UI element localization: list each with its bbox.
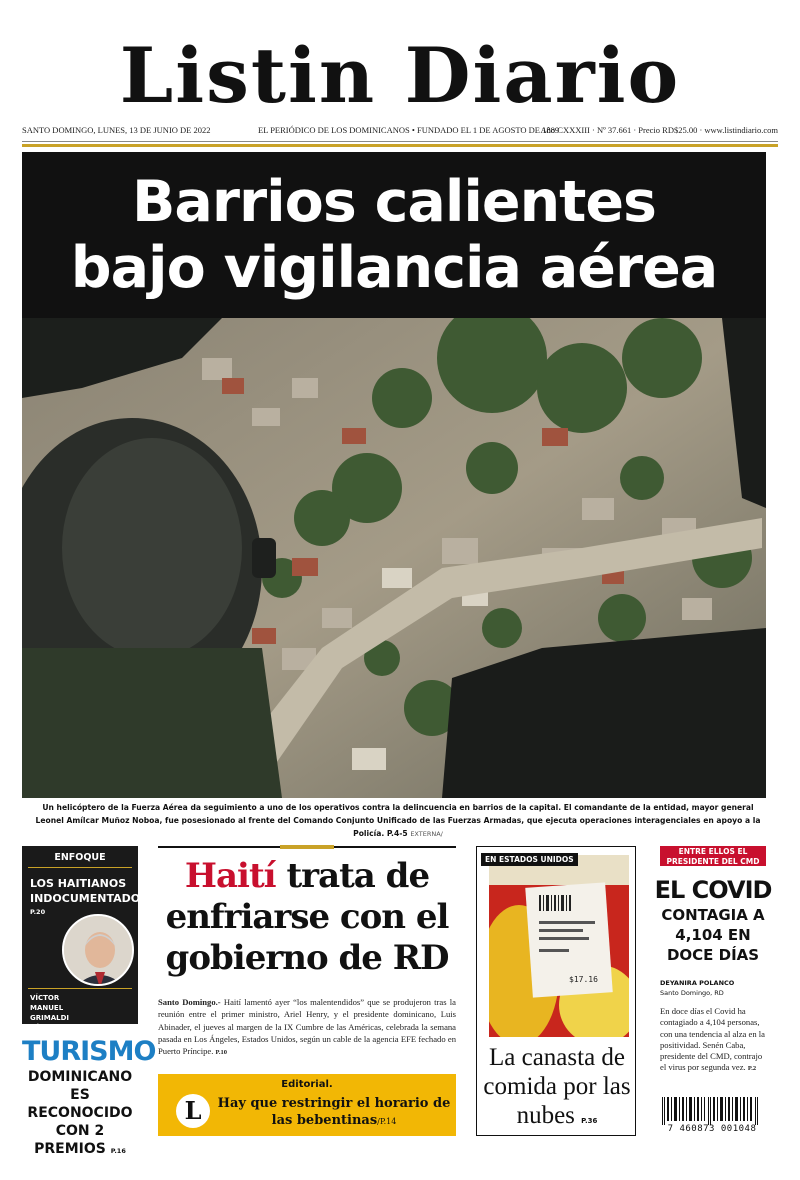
- lead-photo-caption: [28, 801, 768, 841]
- caption-page[interactable]: P.4-5: [386, 829, 408, 838]
- turismo-page: P.16: [110, 1147, 126, 1155]
- canasta-box[interactable]: [476, 846, 636, 1136]
- turismo-title: TURISMO: [22, 1036, 156, 1067]
- canasta-tag: EN ESTADOS UNIDOS: [481, 853, 578, 866]
- issue-info: Año CXXXIII · Nº 37.661 · Precio RD$25.00 · www.listindiario.com: [540, 125, 778, 135]
- turismo-line: DOMINICANO: [27, 1069, 133, 1085]
- editorial-text: Hay que restringir el horario de las bebentinas: [217, 1096, 451, 1128]
- covid-tag: [660, 846, 766, 866]
- haiti-dateline: Santo Domingo.-: [158, 997, 221, 1007]
- byline-place: Santo Domingo, RD: [660, 989, 724, 997]
- author-line: MANUEL: [30, 1004, 64, 1012]
- haiti-headline-highlight: Haití: [184, 856, 276, 896]
- byline-name: DEYANIRA POLANCO: [660, 979, 735, 987]
- grocery-price-image: [489, 855, 629, 1037]
- editorial-label: Editorial.: [281, 1079, 333, 1090]
- author-line: CÉSPEDES: [30, 1024, 71, 1032]
- divider: [22, 141, 778, 142]
- masthead: [0, 30, 800, 122]
- gold-divider: [22, 144, 778, 147]
- gold-divider: [28, 867, 132, 868]
- covid-tag-line: PRESIDENTE DEL CMD: [666, 857, 760, 866]
- barcode-number: 7 460873 001048: [667, 1124, 757, 1134]
- listin-logo-icon: L: [176, 1094, 210, 1128]
- lead-headline-line1: Barrios calientes: [131, 169, 656, 235]
- haiti-headline[interactable]: [158, 856, 456, 979]
- barcode: [658, 1097, 766, 1137]
- issue-date: SANTO DOMINGO, LUNES, 13 DE JUNIO DE 2022: [22, 125, 211, 135]
- canasta-headline-text: La canasta de comida por las nubes: [483, 1044, 631, 1129]
- covid-body: [660, 1006, 768, 1075]
- canasta-price: $17.16: [569, 975, 598, 984]
- gold-accent: [280, 845, 334, 849]
- canasta-page: P.36: [581, 1117, 598, 1125]
- dateline: [22, 125, 778, 139]
- gold-divider: [28, 988, 132, 989]
- enfoque-box[interactable]: [22, 846, 149, 1032]
- turismo-line: ES RECONOCIDO: [27, 1087, 133, 1121]
- haiti-body: [158, 996, 456, 1059]
- covid-body-text: En doce días el Covid ha contagiado a 4,104 personas, con una tendencia al alza en la positividad. Senén Caba, presidente del CMD, contrajo el virus por segunda vez.: [660, 1006, 765, 1073]
- covid-tag-line: ENTRE ELLOS EL: [678, 847, 748, 856]
- haiti-headline-part: enfriarse con el: [165, 897, 449, 937]
- haiti-page[interactable]: P.10: [215, 1049, 228, 1057]
- tagline: EL PERIÓDICO DE LOS DOMINICANOS • FUNDADO EL 1 DE AGOSTO DE 1889: [258, 125, 560, 135]
- covid-line: CONTAGIA A: [661, 906, 765, 924]
- lead-headline-line2: bajo vigilancia aérea: [70, 235, 718, 301]
- story-rule: [158, 846, 456, 848]
- lead-photo[interactable]: [22, 318, 766, 798]
- turismo-teaser[interactable]: [22, 1036, 156, 1157]
- author-line: GRIMALDI: [30, 1014, 69, 1022]
- covid-line: DOCE DÍAS: [666, 946, 760, 964]
- canasta-headline[interactable]: [479, 1043, 635, 1136]
- editorial-box[interactable]: [158, 1074, 456, 1136]
- lead-headline-box[interactable]: [22, 152, 766, 318]
- aerial-neighborhood-image: [22, 318, 766, 798]
- enfoque-author: [30, 993, 130, 1033]
- covid-headline[interactable]: [654, 876, 772, 965]
- enfoque-title[interactable]: LOS HAITIANOS INDOCUMENTADOS: [30, 877, 149, 905]
- haiti-headline-part: gobierno de RD: [165, 938, 449, 978]
- barcode-icon: [658, 1097, 766, 1125]
- turismo-line3: CON 2 PREMIOS: [34, 1123, 106, 1157]
- newspaper-logo[interactable]: Listin Diario: [119, 31, 681, 120]
- editorial-title: [216, 1095, 452, 1130]
- haiti-body-text: Haití lamentó ayer “los malentendidos” que se produjeron tras la reunión entre el primer ministro, Ariel Henry, y el presidente dominicano, Luis Abinader, el jueves al margen de la IX Cumbre de las Américas, celebrada la semana pasada en Los Ángeles, Estados Unidos, según un cable de la agencia EFE fechado en Puerto Príncipe.: [158, 997, 456, 1057]
- editorial-page: /P.14: [377, 1117, 397, 1126]
- author-avatar: [62, 914, 134, 986]
- enfoque-page: P.20: [30, 908, 46, 916]
- covid-byline: [660, 978, 772, 998]
- turismo-line: [22, 1122, 138, 1160]
- enfoque-label: ENFOQUE: [54, 852, 106, 863]
- caption-credit: EXTERNA/: [410, 830, 443, 838]
- covid-line: 4,104 EN: [675, 926, 751, 944]
- author-line: VÍCTOR: [30, 994, 60, 1002]
- caption-text: Un helicóptero de la Fuerza Aérea da seguimiento a uno de los operativos contra la delincuencia en barrios de la capital. El comandante de la entidad, mayor general Leonel Amílcar Muñoz Noboa, fue posesionado al frente del Comando Conjunto Unificado de las Fuerzas Armadas, que ejecuta operaciones interagenciales en apoyo a la Policía.: [35, 803, 761, 838]
- covid-page[interactable]: P.2: [747, 1065, 757, 1073]
- haiti-headline-part: trata de: [275, 856, 430, 896]
- lead-headline: [71, 169, 717, 301]
- covid-title: EL COVID: [654, 876, 772, 904]
